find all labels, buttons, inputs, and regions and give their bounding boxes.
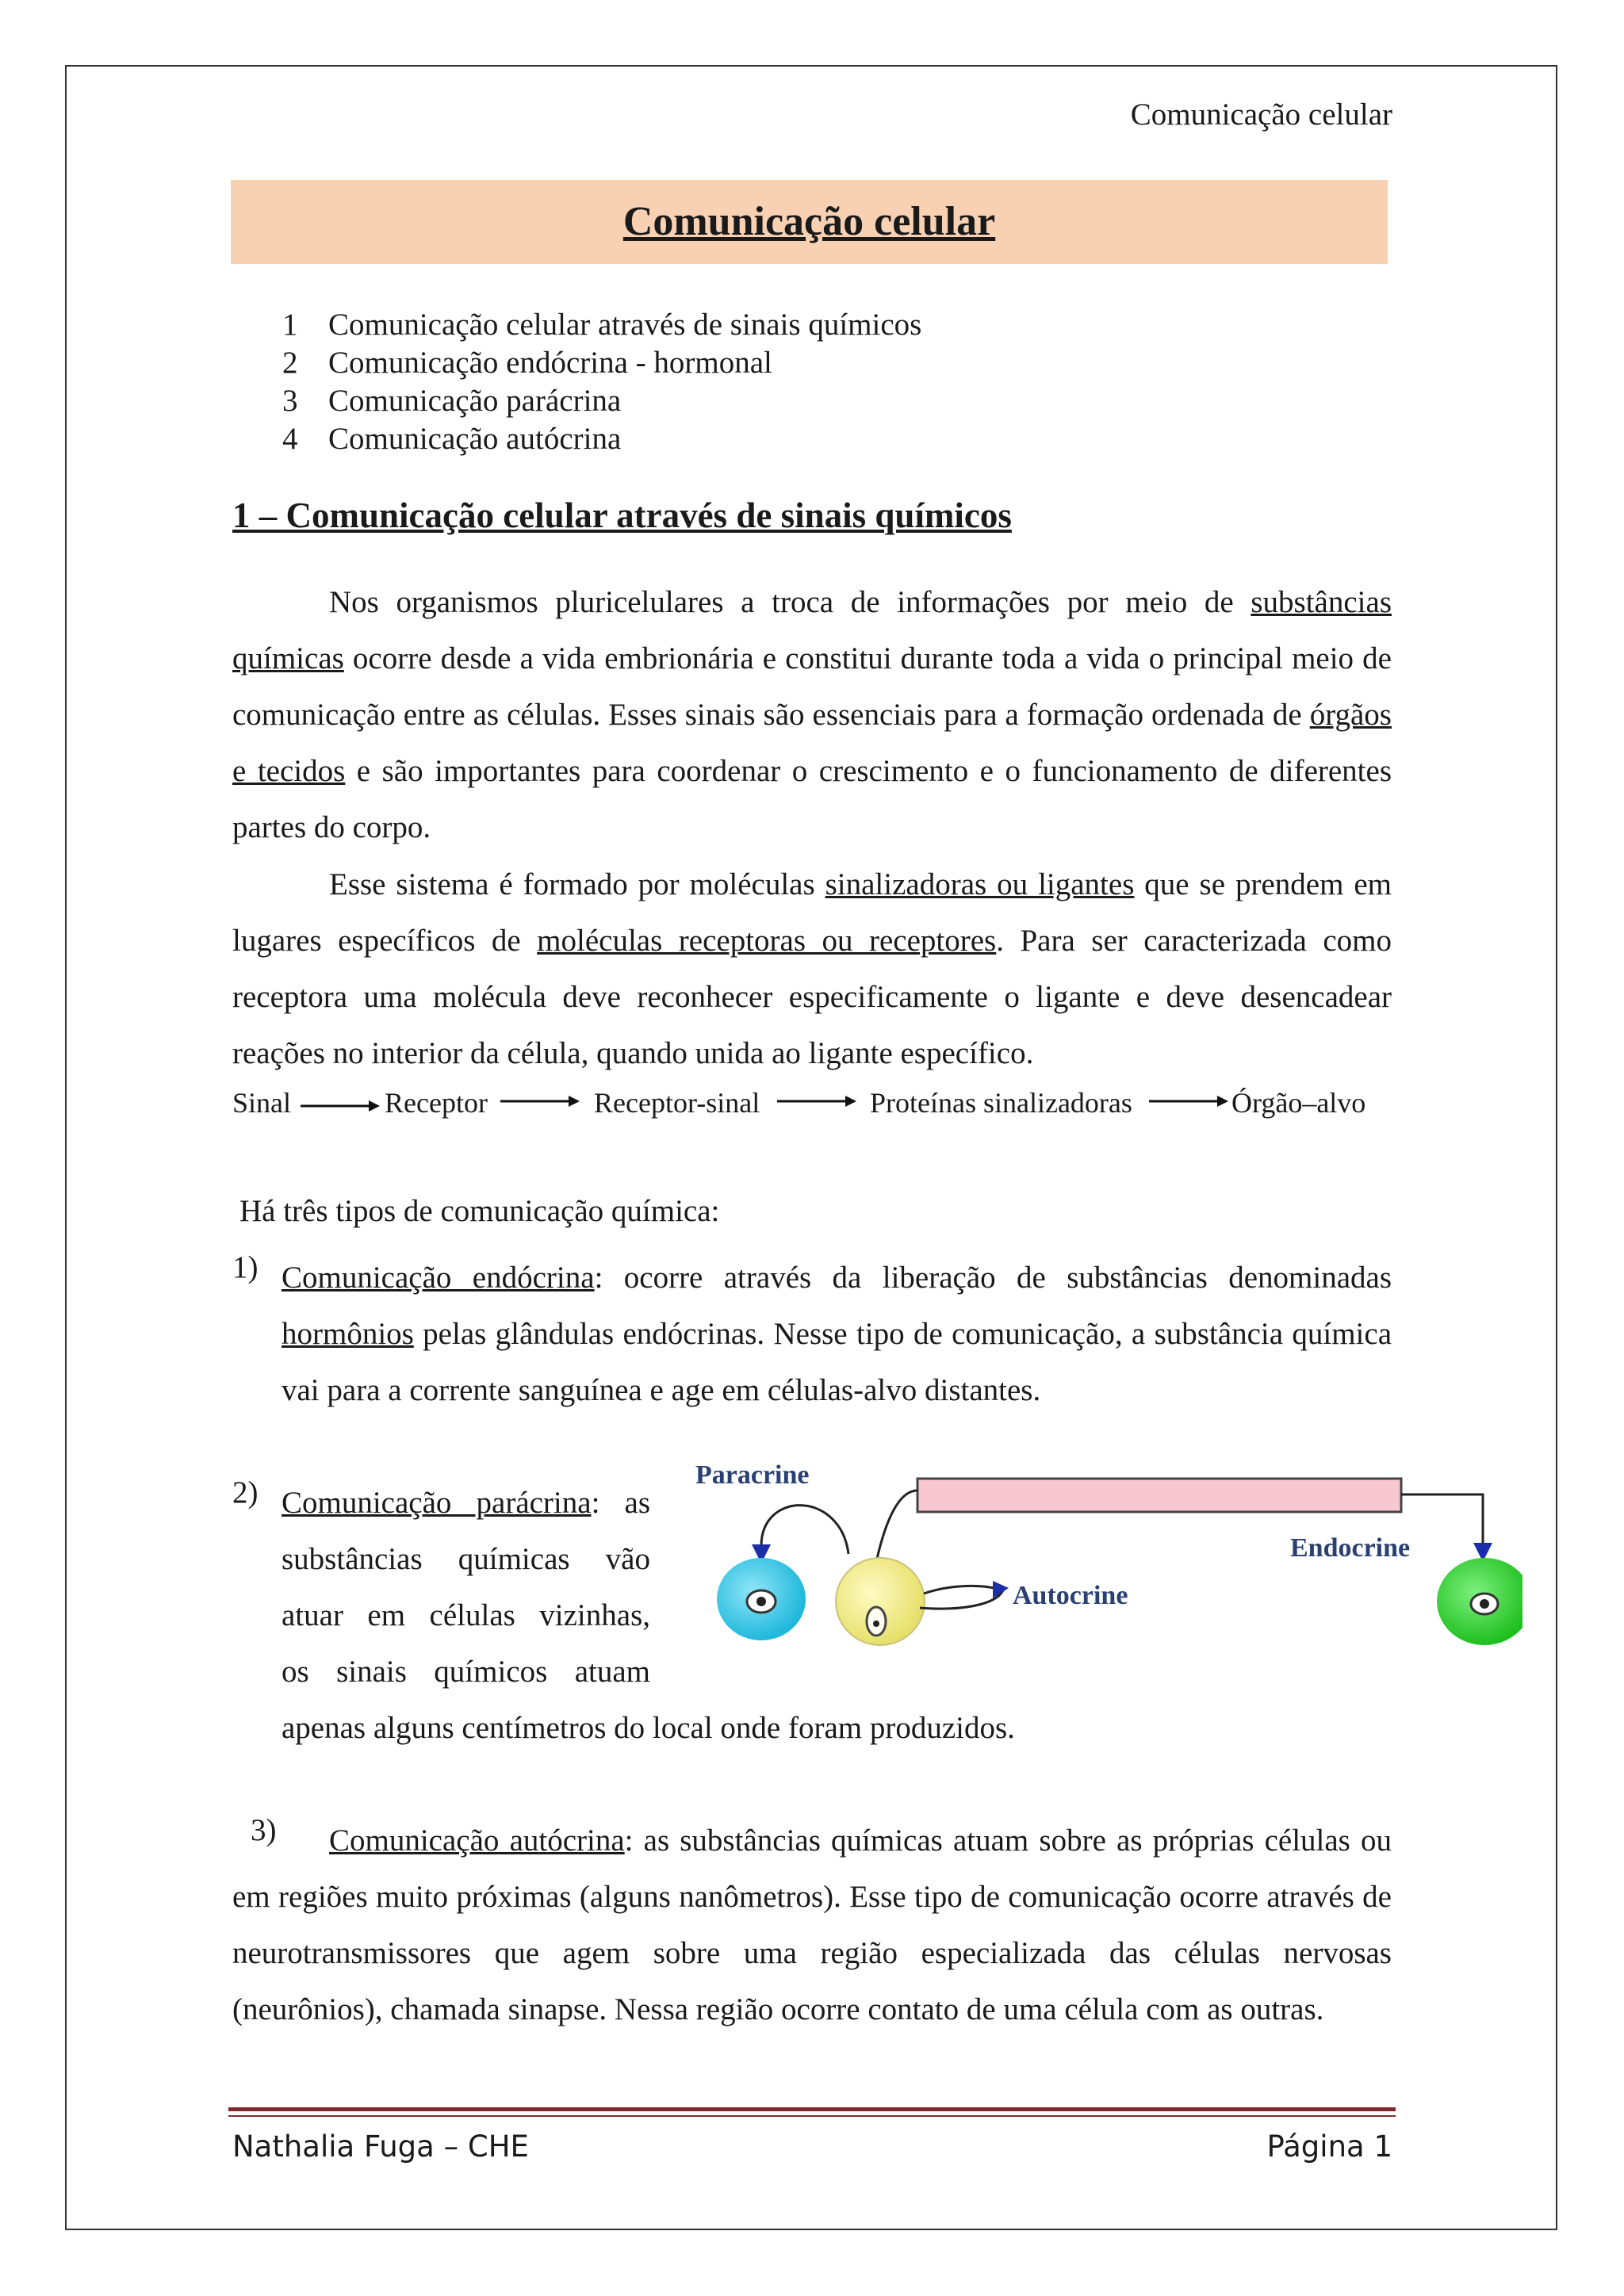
footer-author: Nathalia Fuga – CHE	[232, 2130, 529, 2164]
footer-divider	[228, 2107, 1396, 2111]
type-paracrine: Comunicação parácrina: as substâncias químicas vão atuar em células vizinhas, os sinais químicos atuam apenas alguns centímetros do local onde foram produzidos.	[282, 1486, 1015, 1745]
flow-step: Sinal	[232, 1087, 292, 1119]
list-number: 1)	[232, 1250, 259, 1284]
underlined-term: Comunicação endócrina	[282, 1261, 595, 1295]
toc-label: Comunicação parácrina	[328, 384, 622, 418]
table-of-contents	[282, 306, 921, 458]
arrow-right-icon	[1149, 1093, 1228, 1110]
arrow-right-icon	[301, 1097, 380, 1115]
list-number: 2)	[232, 1475, 259, 1510]
section-heading: 1 – Comunicação celular através de sinais químicos	[232, 496, 1012, 535]
types-intro: Há três tipos de comunicação química:	[239, 1194, 720, 1228]
flow-step: Proteínas sinalizadoras	[870, 1087, 1132, 1119]
blood-vessel	[917, 1479, 1401, 1512]
flow-step: Receptor-sinal	[594, 1087, 760, 1119]
toc-number: 1	[282, 308, 298, 342]
toc-item	[282, 382, 921, 420]
toc-item	[282, 306, 921, 344]
flow-step: Órgão–alvo	[1231, 1087, 1366, 1119]
toc-number: 2	[282, 346, 298, 380]
toc-number: 3	[282, 384, 298, 418]
endocrine-label: Endocrine	[1290, 1533, 1411, 1563]
paracrine-label: Paracrine	[695, 1460, 810, 1490]
flow-step: Receptor	[385, 1087, 488, 1119]
title-banner	[231, 180, 1388, 264]
endocrine-arrow	[1401, 1494, 1483, 1544]
toc-label: Comunicação endócrina - hormonal	[328, 346, 772, 380]
toc-number: 4	[282, 422, 298, 456]
communication-diagram	[682, 1443, 1522, 1661]
arrow-right-icon	[500, 1093, 580, 1110]
underlined-term: substâncias químicas	[232, 585, 1392, 675]
toc-item	[282, 420, 921, 458]
toc-item	[282, 344, 921, 382]
footer-divider	[228, 2115, 1396, 2117]
underlined-term: Comunicação parácrina	[282, 1486, 592, 1520]
page-title: Comunicação celular	[622, 199, 996, 244]
list-number: 3)	[251, 1813, 277, 1847]
paragraph-2: Esse sistema é formado por moléculas sinalizadoras ou ligantes que se prendem em lugares específicos de moléculas receptoras ou receptores. Para ser caracterizada como receptora uma molécula deve reconhecer especificamente o ligante e deve desencadear reações no interior da célula, quando unida ao ligante específico.	[232, 867, 1392, 1070]
underlined-term: hormônios	[282, 1317, 414, 1351]
toc-label: Comunicação celular através de sinais químicos	[328, 308, 922, 342]
paragraph-1: Nos organismos pluricelulares a troca de informações por meio de substâncias químicas ocorre desde a vida embrionária e constitui durante toda a vida o principal meio de comunicação entre as células. Esses sinais são essenciais para a formação ordenada de órgãos e tecidos e são importantes para coordenar o crescimento e o funcionamento de diferentes partes do corpo.	[232, 585, 1392, 844]
underlined-term: sinalizadoras ou ligantes	[825, 867, 1135, 901]
paracrine-arrow	[761, 1506, 848, 1554]
footer-page-number: Página 1	[1266, 2130, 1392, 2164]
autocrine-label: Autocrine	[1013, 1581, 1128, 1610]
underlined-term: Comunicação autócrina	[329, 1823, 625, 1858]
autocrine-loop	[920, 1586, 1003, 1609]
underlined-term: moléculas receptoras ou receptores	[537, 924, 997, 958]
arrow-head-icon	[993, 1581, 1009, 1598]
toc-label: Comunicação autócrina	[328, 422, 622, 456]
underlined-term: órgãos e tecidos	[232, 698, 1392, 788]
signal-flow	[232, 1086, 1398, 1126]
running-header: Comunicação celular	[1130, 98, 1392, 132]
type-endocrine: Comunicação endócrina: ocorre através da liberação de substâncias denominadas hormônios pelas glândulas endócrinas. Nesse tipo de comunicação, a substância química vai para a corrente sanguínea e age em células-alvo distantes.	[282, 1261, 1392, 1407]
arrow-right-icon	[777, 1093, 856, 1110]
type-autocrine: Comunicação autócrina: as substâncias químicas atuam sobre as próprias células ou em regiões muito próximas (alguns nanômetros). Esse tipo de comunicação ocorre através de neurotransmissores que agem sobre uma região especializada das células nervosas (neurônios), chamada sinapse. Nessa região ocorre contato de uma célula com as outras.	[232, 1823, 1392, 2026]
